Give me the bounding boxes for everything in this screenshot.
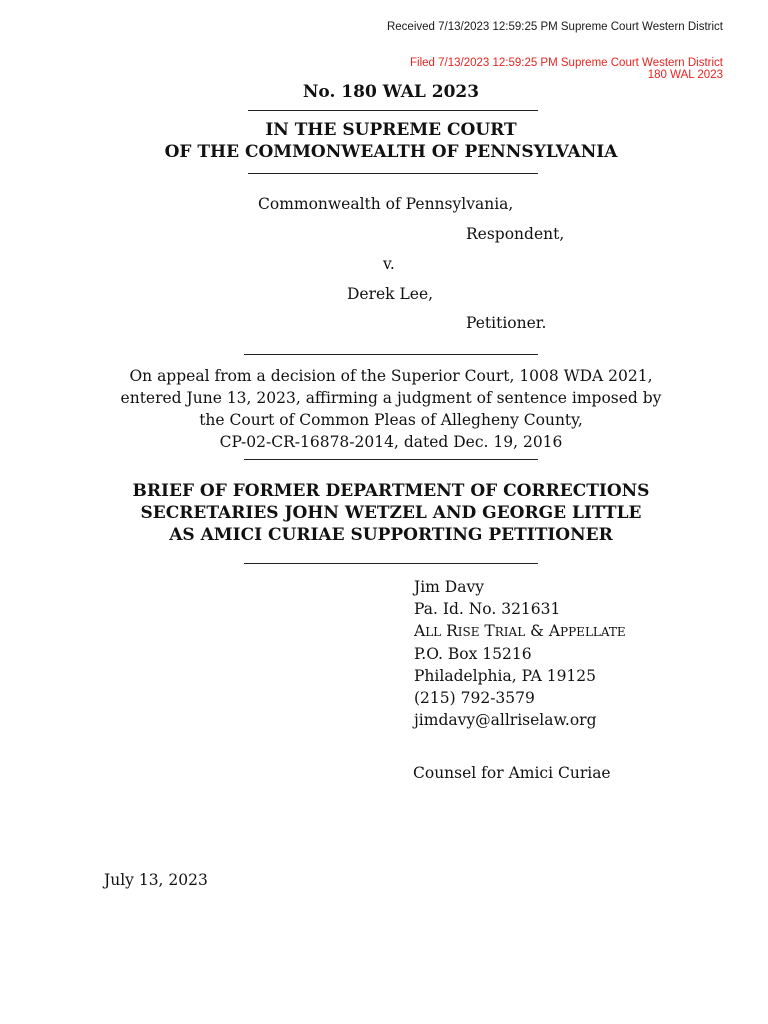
divider	[248, 173, 538, 174]
counsel-firm-segment: T	[479, 622, 495, 640]
appeal-line3: the Court of Common Pleas of Allegheny County,	[199, 411, 583, 429]
counsel-firm-segment: R	[441, 622, 458, 640]
appeal-line2: entered June 13, 2023, affirming a judgment of sentence imposed by	[120, 389, 662, 407]
counsel-pa-id: Pa. Id. No. 321631	[414, 600, 561, 618]
filed-stamp	[410, 57, 723, 81]
counsel-email: jimdavy@allriselaw.org	[414, 711, 597, 729]
appeal-line4: CP-02-CR-16878-2014, dated Dec. 19, 2016	[219, 433, 563, 451]
party-lee: Derek Lee,	[347, 285, 434, 303]
party-commonwealth: Commonwealth of Pennsylvania,	[258, 195, 514, 213]
counsel-firm-segment: ISE	[457, 625, 480, 639]
party-role-respondent: Respondent,	[466, 225, 565, 243]
appeal-line1: On appeal from a decision of the Superior Court, 1008 WDA 2021,	[129, 367, 653, 385]
party-role-petitioner: Petitioner.	[466, 314, 547, 332]
brief-title-line2: SECRETARIES JOHN WETZEL AND GEORGE LITTLE	[140, 503, 642, 523]
appeal-description	[0, 365, 768, 453]
divider	[248, 110, 538, 111]
docket-number: No. 180 WAL 2023	[302, 82, 480, 102]
divider	[244, 563, 538, 564]
divider	[244, 354, 538, 355]
counsel-firm-segment: LL	[425, 625, 442, 639]
versus: v.	[383, 255, 395, 273]
court-heading	[0, 119, 768, 163]
counsel-firm-segment: RIAL	[494, 625, 526, 639]
filing-date: July 13, 2023	[104, 871, 208, 889]
counsel-firm-segment: & A	[525, 622, 561, 640]
counsel-block	[414, 576, 626, 731]
counsel-city: Philadelphia, PA 19125	[414, 667, 597, 685]
counsel-firm-segment: PPELLATE	[560, 625, 626, 639]
filed-stamp-line2: 180 WAL 2023	[647, 69, 723, 81]
filed-stamp-line1: Filed 7/13/2023 12:59:25 PM Supreme Court Western District	[410, 57, 723, 69]
divider	[244, 459, 538, 460]
counsel-firm-segment: A	[414, 622, 426, 640]
brief-title-line3: AS AMICI CURIAE SUPPORTING PETITIONER	[169, 525, 613, 545]
received-stamp: Received 7/13/2023 12:59:25 PM Supreme Court Western District	[386, 21, 723, 33]
counsel-po-box: P.O. Box 15216	[414, 645, 532, 663]
counsel-name: Jim Davy	[414, 578, 484, 596]
counsel-firm	[414, 620, 626, 643]
court-line2: OF THE COMMONWEALTH OF PENNSYLVANIA	[164, 142, 618, 162]
court-line1: IN THE SUPREME COURT	[265, 120, 517, 140]
brief-title	[0, 480, 768, 546]
brief-title-line1: BRIEF OF FORMER DEPARTMENT OF CORRECTIONS	[132, 481, 650, 501]
counsel-role: Counsel for Amici Curiae	[413, 764, 611, 782]
counsel-phone: (215) 792-3579	[414, 689, 535, 707]
